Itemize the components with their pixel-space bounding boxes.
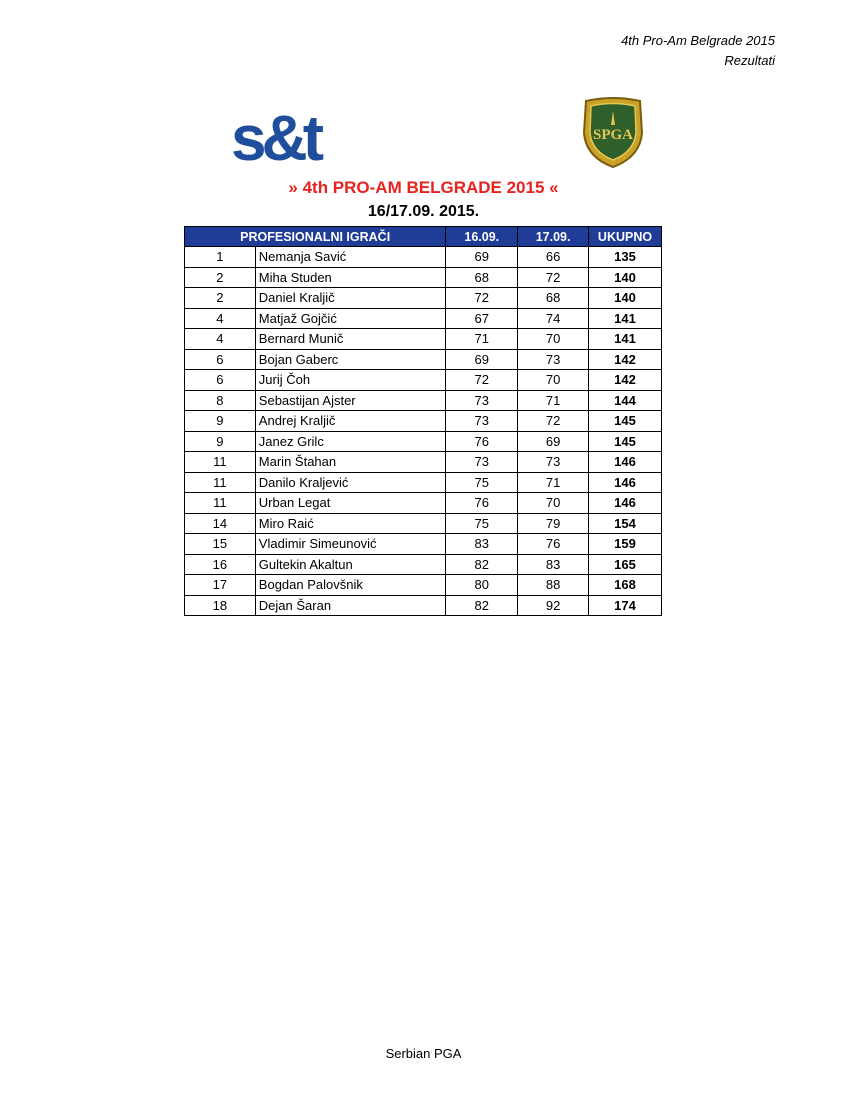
position-cell: 4 [185, 308, 256, 329]
round1-score-cell: 82 [446, 595, 518, 616]
table-row [185, 308, 662, 329]
total-score-cell: 140 [589, 267, 662, 288]
table-row [185, 472, 662, 493]
position-cell: 1 [185, 247, 256, 268]
player-name-cell: Urban Legat [255, 493, 446, 514]
round1-score-cell: 73 [446, 390, 518, 411]
total-score-cell: 141 [589, 329, 662, 350]
round1-score-cell: 76 [446, 431, 518, 452]
round1-score-cell: 67 [446, 308, 518, 329]
table-row [185, 267, 662, 288]
table-row [185, 493, 662, 514]
total-score-cell: 146 [589, 472, 662, 493]
position-cell: 9 [185, 431, 256, 452]
table-row [185, 411, 662, 432]
player-name-cell: Janez Grilc [255, 431, 446, 452]
round1-score-cell: 73 [446, 411, 518, 432]
position-cell: 14 [185, 513, 256, 534]
round1-score-cell: 76 [446, 493, 518, 514]
st-logo [210, 110, 340, 168]
round2-score-cell: 74 [518, 308, 589, 329]
total-score-cell: 165 [589, 554, 662, 575]
position-cell: 8 [185, 390, 256, 411]
round2-score-cell: 79 [518, 513, 589, 534]
table-row [185, 390, 662, 411]
player-name-cell: Daniel Kraljič [255, 288, 446, 309]
position-cell: 18 [185, 595, 256, 616]
total-score-cell: 154 [589, 513, 662, 534]
round2-score-cell: 70 [518, 370, 589, 391]
table-row [185, 534, 662, 555]
results-header-row [185, 227, 662, 247]
round1-score-cell: 80 [446, 575, 518, 596]
player-name-cell: Miro Raić [255, 513, 446, 534]
position-cell: 2 [185, 288, 256, 309]
table-row [185, 431, 662, 452]
round2-score-cell: 88 [518, 575, 589, 596]
position-cell: 11 [185, 472, 256, 493]
round2-score-cell: 70 [518, 493, 589, 514]
header-event-name: 4th Pro-Am Belgrade 2015 [621, 33, 775, 48]
column-header-round1: 16.09. [446, 227, 518, 247]
table-row [185, 513, 662, 534]
player-name-cell: Dejan Šaran [255, 595, 446, 616]
player-name-cell: Jurij Čoh [255, 370, 446, 391]
player-name-cell: Andrej Kraljič [255, 411, 446, 432]
total-score-cell: 145 [589, 431, 662, 452]
player-name-cell: Miha Studen [255, 267, 446, 288]
table-row [185, 575, 662, 596]
round2-score-cell: 73 [518, 349, 589, 370]
table-row [185, 349, 662, 370]
round2-score-cell: 68 [518, 288, 589, 309]
position-cell: 16 [185, 554, 256, 575]
player-name-cell: Vladimir Simeunović [255, 534, 446, 555]
position-cell: 6 [185, 349, 256, 370]
round1-score-cell: 69 [446, 247, 518, 268]
round1-score-cell: 69 [446, 349, 518, 370]
round1-score-cell: 72 [446, 288, 518, 309]
round2-score-cell: 73 [518, 452, 589, 473]
round1-score-cell: 68 [446, 267, 518, 288]
column-header-round2: 17.09. [518, 227, 589, 247]
position-cell: 9 [185, 411, 256, 432]
total-score-cell: 135 [589, 247, 662, 268]
player-name-cell: Gultekin Akaltun [255, 554, 446, 575]
total-score-cell: 140 [589, 288, 662, 309]
table-row [185, 370, 662, 391]
total-score-cell: 174 [589, 595, 662, 616]
position-cell: 15 [185, 534, 256, 555]
column-header-players: PROFESIONALNI IGRAČI [185, 227, 446, 247]
st-logo-text: s&t [230, 110, 320, 168]
player-name-cell: Matjaž Gojčić [255, 308, 446, 329]
total-score-cell: 142 [589, 349, 662, 370]
round2-score-cell: 69 [518, 431, 589, 452]
player-name-cell: Bogdan Palovšnik [255, 575, 446, 596]
player-name-cell: Danilo Kraljević [255, 472, 446, 493]
results-table [184, 226, 662, 616]
position-cell: 2 [185, 267, 256, 288]
event-title: » 4th PRO-AM BELGRADE 2015 « [288, 178, 559, 197]
round1-score-cell: 75 [446, 472, 518, 493]
table-row [185, 595, 662, 616]
round2-score-cell: 70 [518, 329, 589, 350]
table-row [185, 288, 662, 309]
position-cell: 4 [185, 329, 256, 350]
total-score-cell: 142 [589, 370, 662, 391]
results-body [185, 247, 662, 616]
total-score-cell: 144 [589, 390, 662, 411]
column-header-total: UKUPNO [589, 227, 662, 247]
total-score-cell: 145 [589, 411, 662, 432]
round2-score-cell: 76 [518, 534, 589, 555]
round1-score-cell: 72 [446, 370, 518, 391]
spga-logo-text: SPGA [592, 127, 634, 143]
spga-crest-logo [580, 97, 646, 169]
round1-score-cell: 82 [446, 554, 518, 575]
round2-score-cell: 66 [518, 247, 589, 268]
position-cell: 6 [185, 370, 256, 391]
round2-score-cell: 92 [518, 595, 589, 616]
player-name-cell: Marin Štahan [255, 452, 446, 473]
table-row [185, 247, 662, 268]
round1-score-cell: 71 [446, 329, 518, 350]
player-name-cell: Sebastijan Ajster [255, 390, 446, 411]
round1-score-cell: 83 [446, 534, 518, 555]
page-header [621, 31, 775, 71]
total-score-cell: 159 [589, 534, 662, 555]
event-dates: 16/17.09. 2015. [367, 203, 480, 220]
total-score-cell: 146 [589, 493, 662, 514]
player-name-cell: Bernard Munič [255, 329, 446, 350]
table-row [185, 554, 662, 575]
position-cell: 17 [185, 575, 256, 596]
round1-score-cell: 75 [446, 513, 518, 534]
total-score-cell: 146 [589, 452, 662, 473]
round2-score-cell: 72 [518, 267, 589, 288]
total-score-cell: 141 [589, 308, 662, 329]
table-row [185, 452, 662, 473]
page-footer: Serbian PGA [385, 1046, 462, 1061]
header-section: Rezultati [724, 53, 775, 68]
round2-score-cell: 72 [518, 411, 589, 432]
round2-score-cell: 71 [518, 472, 589, 493]
player-name-cell: Bojan Gaberc [255, 349, 446, 370]
position-cell: 11 [185, 452, 256, 473]
player-name-cell: Nemanja Savić [255, 247, 446, 268]
position-cell: 11 [185, 493, 256, 514]
round2-score-cell: 83 [518, 554, 589, 575]
round2-score-cell: 71 [518, 390, 589, 411]
table-row [185, 329, 662, 350]
round1-score-cell: 73 [446, 452, 518, 473]
total-score-cell: 168 [589, 575, 662, 596]
